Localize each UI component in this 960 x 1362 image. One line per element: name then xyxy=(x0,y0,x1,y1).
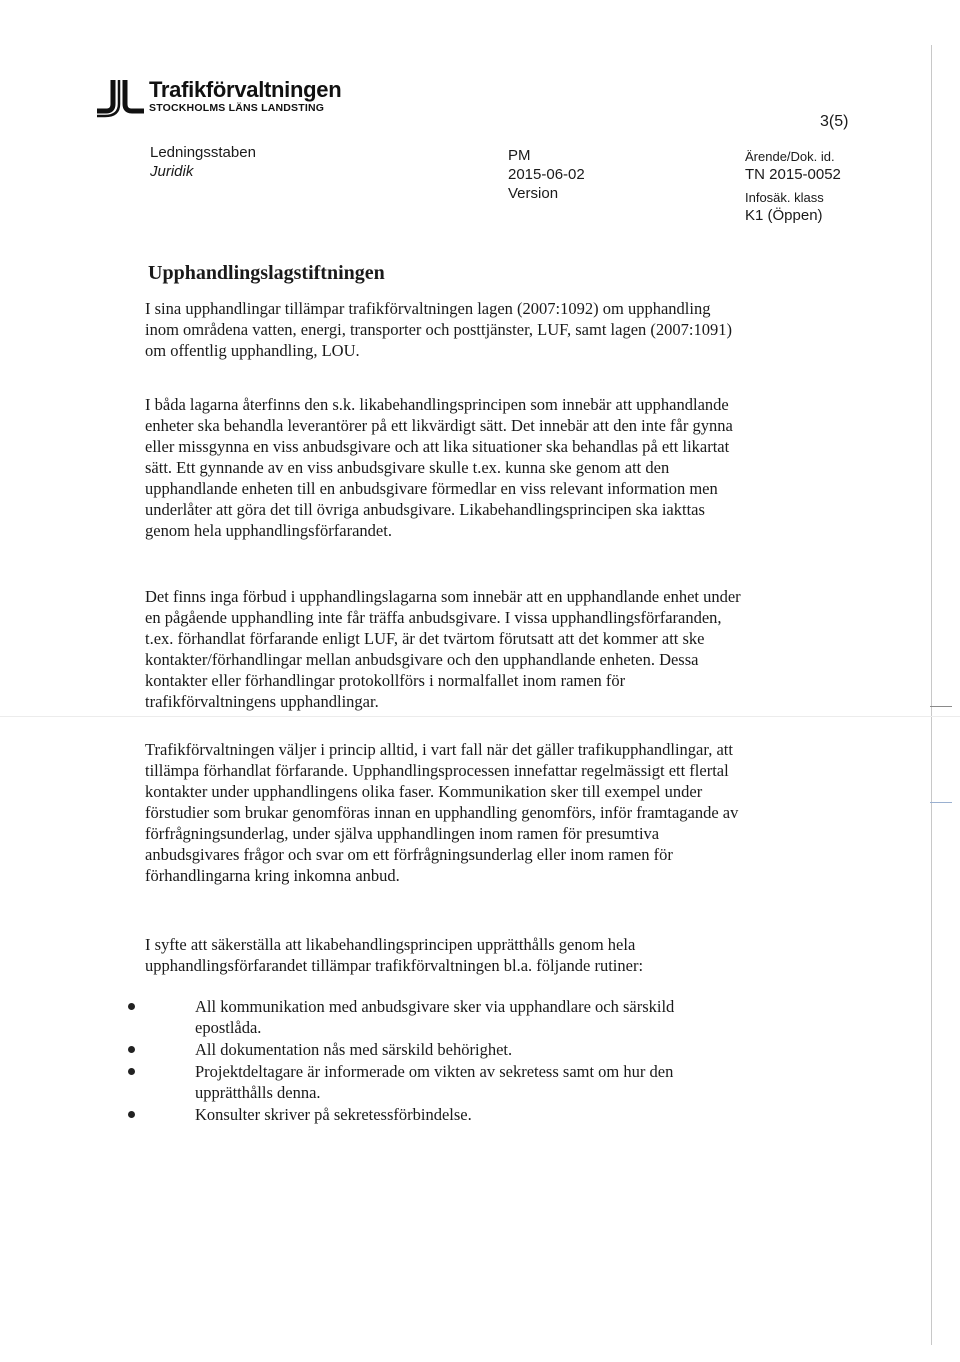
section-heading: Upphandlingslagstiftningen xyxy=(148,262,385,284)
reference-block xyxy=(745,148,841,225)
paragraph: Trafikförvaltningen väljer i princip alltid, i vart fall när det gäller trafikupphandlingar, att tillämpa förhandlat förfarande. Upphandlingsprocessen innefattar regelmässigt ett flertal kontakter under upphandlingens olika faser. Kommunikation sker till exempel under förstudier som brukar genomföras innan en upphandling genomförs, inför framtagande av förfrågningsunderlag, under själva upphandlingen inom ramen för presumtiva anbudsgivares frågor och svar om ett förfrågningsunderlag eller inom ramen för förhandlingarna kring inkomna anbud. xyxy=(145,740,739,885)
organisation-logo xyxy=(95,78,341,118)
list-item-text: Konsulter skriver på sekretessförbindelse. xyxy=(195,1105,472,1124)
document-info-block xyxy=(508,146,585,203)
list-item-text: All dokumentation nås med särskild behörighet. xyxy=(195,1040,513,1059)
bullet-icon xyxy=(128,1003,135,1010)
document-type: PM xyxy=(508,147,531,164)
bullet-icon xyxy=(128,1068,135,1075)
scan-edge-mark xyxy=(930,802,952,803)
logo-subtitle: STOCKHOLMS LÄNS LANDSTING xyxy=(149,102,325,114)
routine-list xyxy=(120,996,720,1126)
reference-label: Ärende/Dok. id. xyxy=(745,149,835,164)
bullet-icon xyxy=(128,1111,135,1118)
sl-logo-icon xyxy=(95,78,145,118)
list-item xyxy=(120,1104,720,1125)
list-item xyxy=(120,996,720,1038)
scan-edge-line xyxy=(931,45,932,1345)
document-date: 2015-06-02 xyxy=(508,166,585,183)
classification-value: K1 (Öppen) xyxy=(745,207,823,224)
bullet-icon xyxy=(128,1046,135,1053)
list-item-text: All kommunikation med anbudsgivare sker via upphandlare och särskild epostlåda. xyxy=(195,997,675,1037)
paragraph: I båda lagarna återfinns den s.k. likabehandlingsprincipen som innebär att upphandlande enheter ska behandla leverantörer på ett likvärdigt sätt. Det innebär att den inte får gynna eller missgynna en viss anbudsgivare och att lika situationer ska behandlas på ett likartat sätt. Ett gynnande av en viss anbudsgivare skulle t.ex. kunna ske genom att den upphandlande enheten till en anbudsgivare förmedlar en viss relevant information men underlåter att göra det till övriga anbudsgivare. Likabehandlingsprincipen ska iakttas genom hela upphandlingsförfarandet. xyxy=(145,395,733,540)
reference-value: TN 2015-0052 xyxy=(745,166,841,183)
list-item xyxy=(120,1061,720,1103)
list-item-text: Projektdeltagare är informerade om vikten av sekretess samt om hur den upprätthålls denna. xyxy=(195,1062,674,1102)
department: Ledningsstaben xyxy=(150,144,256,161)
department-block xyxy=(150,143,256,181)
paragraph: Det finns inga förbud i upphandlingslagarna som innebär att en upphandlande enhet under en pågående upphandling inte får träffa anbudsgivare. I vissa upphandlingsförfaranden, t.ex. förhandlat förfarande enligt LUF, är det tvärtom förutsatt att det kommer att ske kontakter/förhandlingar mellan anbudsgivare och den upphandlande enheten. Dessa kontakter eller förhandlingar protokollförs i normalfallet inom ramen för trafikförvaltningens upphandlingar. xyxy=(145,587,741,711)
unit: Juridik xyxy=(150,163,194,180)
scan-fold-line xyxy=(0,716,960,717)
scan-edge-mark xyxy=(930,706,952,707)
logo-name: Trafikförvaltningen xyxy=(149,77,342,102)
paragraph: I sina upphandlingar tillämpar trafikförvaltningen lagen (2007:1092) om upphandling inom områdena vatten, energi, transporter och posttjänster, LUF, samt lagen (2007:1091) om offentlig upphandling, LOU. xyxy=(145,299,732,360)
paragraph: I syfte att säkerställa att likabehandlingsprincipen upprätthålls genom hela upphandlingsförfarandet tillämpar trafikförvaltningen bl.a. följande rutiner: xyxy=(145,935,644,975)
page-number: 3(5) xyxy=(820,113,849,130)
version-label: Version xyxy=(508,185,559,202)
list-item xyxy=(120,1039,720,1060)
classification-label: Infosäk. klass xyxy=(745,190,824,205)
